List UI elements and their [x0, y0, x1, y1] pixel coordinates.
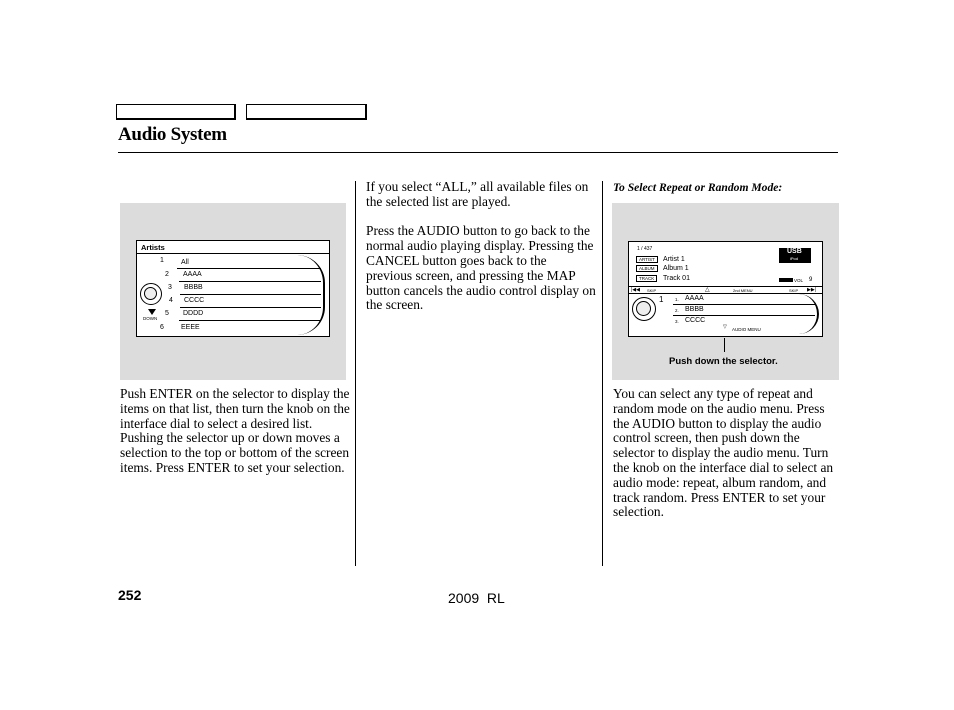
col3-paragraph: You can select any type of repeat and random mode on the audio menu. Press the AUDIO button to display the audio control screen, then push down the selector to display the audio menu. Turn the knob on the interface dial to select an audio mode: repeat, album random, and track random. Press ENTER to set your selection.	[613, 386, 834, 520]
down-arrow-icon	[148, 309, 156, 315]
menu-row-rule	[673, 315, 815, 316]
list-row-num: 5	[165, 310, 169, 317]
skip-back-icon: |◀◀	[631, 287, 640, 293]
selector-number: 1	[659, 295, 664, 304]
figure-caption: Push down the selector.	[669, 356, 778, 367]
audio-menu-figure	[612, 203, 839, 380]
down-arrow-icon: ▽	[723, 324, 727, 330]
up-arrow-icon: △	[705, 287, 710, 293]
menu-row-num: 1.	[675, 297, 679, 302]
menu-item: CCCC	[685, 317, 706, 324]
screen-edge-curve	[795, 294, 819, 334]
list-item: CCCC	[184, 297, 205, 304]
list-row-num: 4	[169, 297, 173, 304]
col2-paragraph-2: Press the AUDIO button to go back to the normal audio playing display. Pressing the CANCEL button goes back to the previous screen, and pressing the MAP button cancels the audio control display on the screen.	[366, 223, 596, 313]
model-label: 2009 RL	[448, 590, 505, 606]
artist-value: Artist 1	[663, 256, 685, 263]
list-item: BBBB	[184, 284, 203, 291]
source-badge	[779, 248, 811, 263]
audio-menu-label: AUDIO MENU	[732, 327, 761, 332]
list-item: DDDD	[183, 310, 204, 317]
track-value: Track 01	[663, 275, 690, 282]
pointer-line	[724, 338, 725, 352]
screen-edge-curve	[297, 255, 325, 335]
selector-knob-icon	[140, 283, 162, 305]
column-divider-2	[602, 181, 603, 566]
col2-text	[366, 180, 596, 328]
screen-title-rule	[137, 253, 329, 254]
volume-value: 9	[809, 277, 813, 283]
source-badge-label: USB	[787, 248, 802, 255]
list-item: AAAA	[183, 271, 202, 278]
list-row-num: 6	[160, 324, 164, 331]
menu-item: AAAA	[685, 295, 704, 302]
menu-row-num: 2.	[675, 308, 679, 313]
artist-tag: ARTIST	[636, 256, 658, 263]
artists-figure	[120, 203, 346, 380]
screen-title: Artists	[141, 243, 165, 252]
album-tag: ALBUM	[636, 265, 658, 272]
down-label: DOWN	[143, 316, 158, 321]
skip-forward-icon: ▶▶|	[807, 287, 816, 293]
menu-row-num: 3.	[675, 319, 679, 324]
list-item: All	[181, 259, 189, 266]
header-tab-1	[116, 104, 236, 120]
header-tab-2	[246, 104, 367, 120]
col2-paragraph-1: If you select “ALL,” all available files on the selected list are played.	[366, 179, 589, 209]
skip-right-label: SKIP	[789, 288, 799, 293]
section-heading: To Select Repeat or Random Mode:	[613, 181, 783, 194]
second-menu-label: 2nd MENU	[733, 288, 753, 293]
menu-row-rule	[673, 304, 815, 305]
selector-knob-icon	[632, 297, 656, 321]
artists-screen	[136, 240, 330, 337]
audio-screen	[628, 241, 823, 337]
list-row-num: 2	[165, 271, 169, 278]
page-title: Audio System	[118, 124, 227, 145]
control-rule	[629, 293, 822, 294]
page-number: 252	[118, 587, 142, 603]
column-divider-1	[355, 181, 356, 566]
volume-bar	[779, 278, 793, 282]
info-rule	[629, 286, 822, 287]
list-item: EEEE	[181, 324, 200, 331]
menu-item: BBBB	[685, 306, 704, 313]
list-row-num: 1	[160, 257, 164, 264]
title-rule	[118, 152, 838, 153]
track-tag: TRACK	[636, 275, 657, 282]
skip-left-label: SKIP	[647, 288, 657, 293]
album-value: Album 1	[663, 265, 689, 272]
track-counter: 1 / 437	[637, 246, 653, 252]
source-sub-label: iPod	[790, 256, 799, 261]
list-row-num: 3	[168, 284, 172, 291]
volume-label: VOL	[794, 278, 804, 283]
col1-paragraph: Push ENTER on the selector to display the items on that list, then turn the knob on the interface dial to select a desired list. Pushing the selector up or down moves a selection to the top or bottom of the screen items. Press ENTER to set your selection.	[120, 386, 350, 475]
